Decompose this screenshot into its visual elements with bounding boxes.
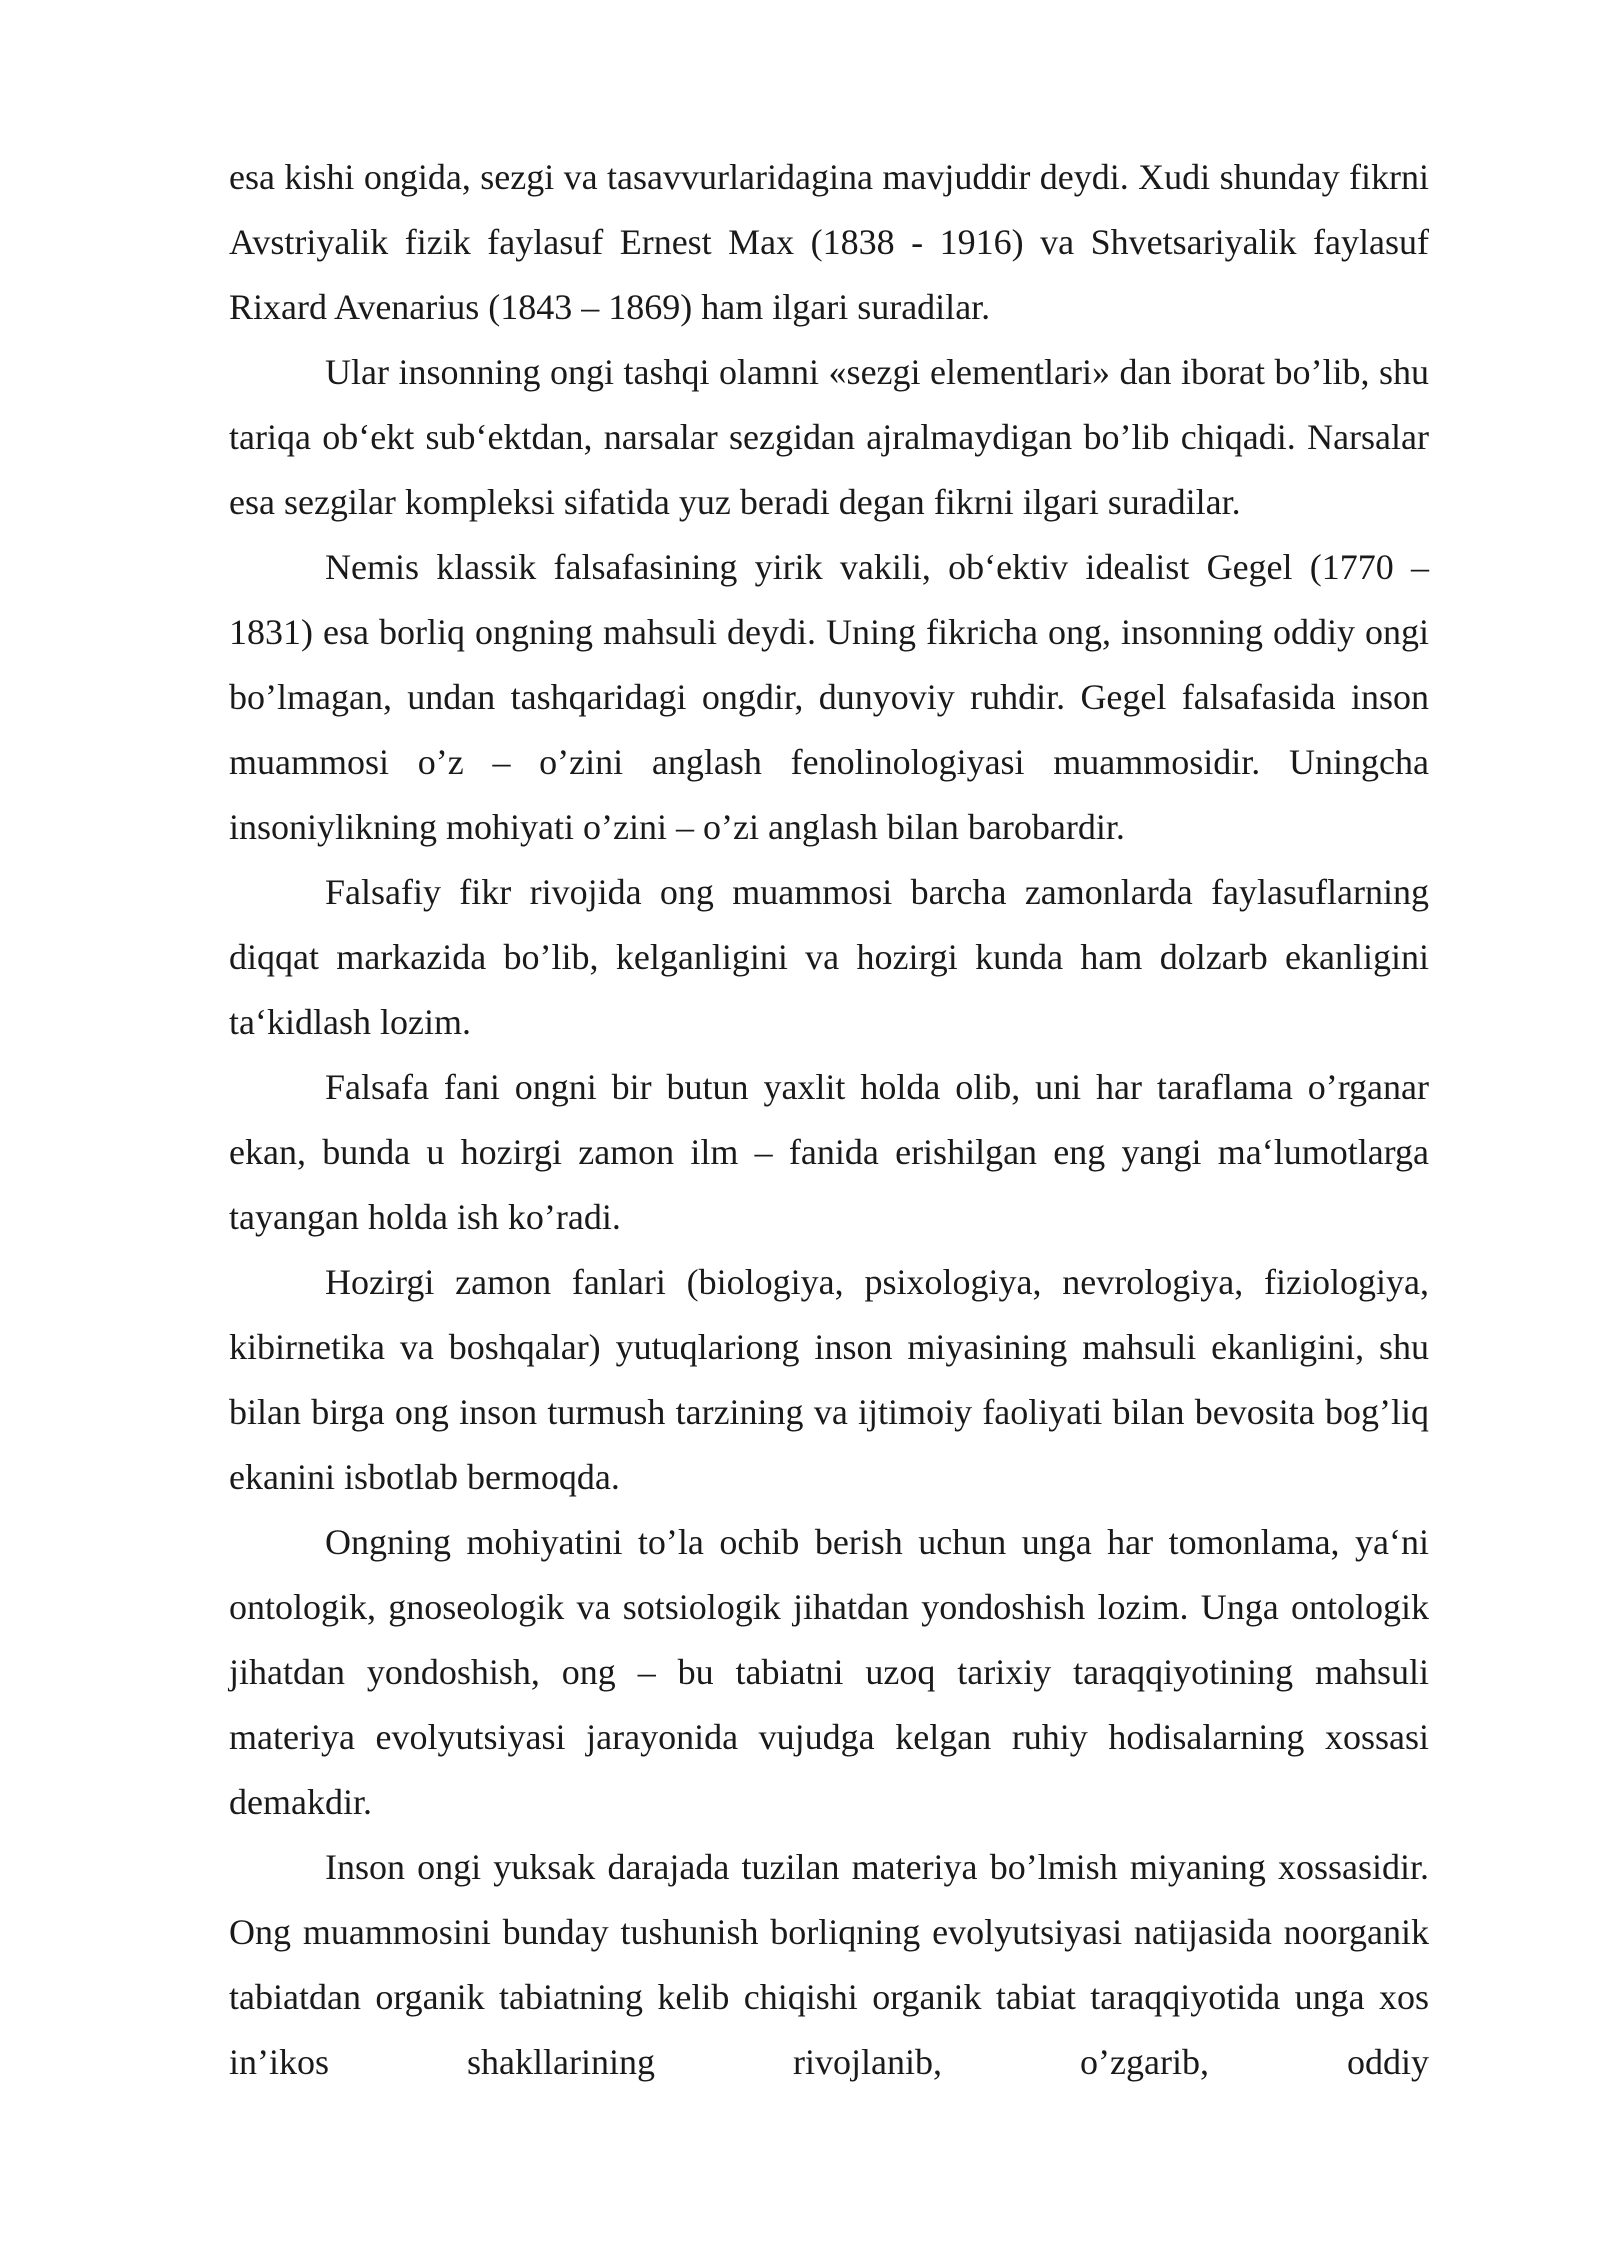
- paragraph: Ongning mohiyatini to’la ochib berish uchun unga har tomonlama, ya‘ni ontologik, gnoseologik va sotsiologik jihatdan yondoshish lozim. Unga ontologik jihatdan yondoshish, ong – bu tabiatni uzoq tarixiy taraqqiyotining mahsuli materiya evolyutsiyasi jarayonida vujudga kelgan ruhiy hodisalarning xossasi demakdir.: [229, 1522, 1429, 1822]
- document-body: [229, 145, 1429, 2095]
- paragraph: Falsafa fani ongni bir butun yaxlit holda olib, uni har taraflama o’rganar ekan, bunda u hozirgi zamon ilm – fanida erishilgan eng yangi ma‘lumotlarga tayangan holda ish ko’radi.: [229, 1067, 1429, 1237]
- paragraph: esa kishi ongida, sezgi va tasavvurlaridagina mavjuddir deydi. Xudi shunday fikrni Avstriyalik fizik faylasuf Ernest Max (1838 - 1916) va Shvetsariyalik faylasuf Rixard Avenarius (1843 – 1869) ham ilgari suradilar.: [229, 157, 1429, 327]
- paragraph: Ular insonning ongi tashqi olamni «sezgi elementlari» dan iborat bo’lib, shu tariqa ob‘ekt sub‘ektdan, narsalar sezgidan ajralmaydigan bo’lib chiqadi. Narsalar esa sezgilar kompleksi sifatida yuz beradi degan fikrni ilgari suradilar.: [229, 352, 1429, 522]
- paragraph: Falsafiy fikr rivojida ong muammosi barcha zamonlarda faylasuflarning diqqat markazida bo’lib, kelganligini va hozirgi kunda ham dolzarb ekanligini ta‘kidlash lozim.: [229, 872, 1429, 1042]
- paragraph: Inson ongi yuksak darajada tuzilan materiya bo’lmish miyaning xossasidir. Ong muammosini bunday tushunish borliqning evolyutsiyasi natijasida noorganik tabiatdan organik tabiatning kelib chiqishi organik tabiat taraqqiyotida unga xos in’ikos shakllarining rivojlanib, o’zgarib, oddiy: [229, 1847, 1429, 2082]
- paragraph: Nemis klassik falsafasining yirik vakili, ob‘ektiv idealist Gegel (1770 – 1831) esa borliq ongning mahsuli deydi. Uning fikricha ong, insonning oddiy ongi bo’lmagan, undan tashqaridagi ongdir, dunyoviy ruhdir. Gegel falsafasida inson muammosi o’z – o’zini anglash fenolinologiyasi muammosidir. Uningcha insoniylikning mohiyati o’zini – o’zi anglash bilan barobardir.: [229, 547, 1429, 847]
- paragraph: Hozirgi zamon fanlari (biologiya, psixologiya, nevrologiya, fiziologiya, kibirnetika va boshqalar) yutuqlariong inson miyasining mahsuli ekanligini, shu bilan birga ong inson turmush tarzining va ijtimoiy faoliyati bilan bevosita bog’liq ekanini isbotlab bermoqda.: [229, 1262, 1429, 1497]
